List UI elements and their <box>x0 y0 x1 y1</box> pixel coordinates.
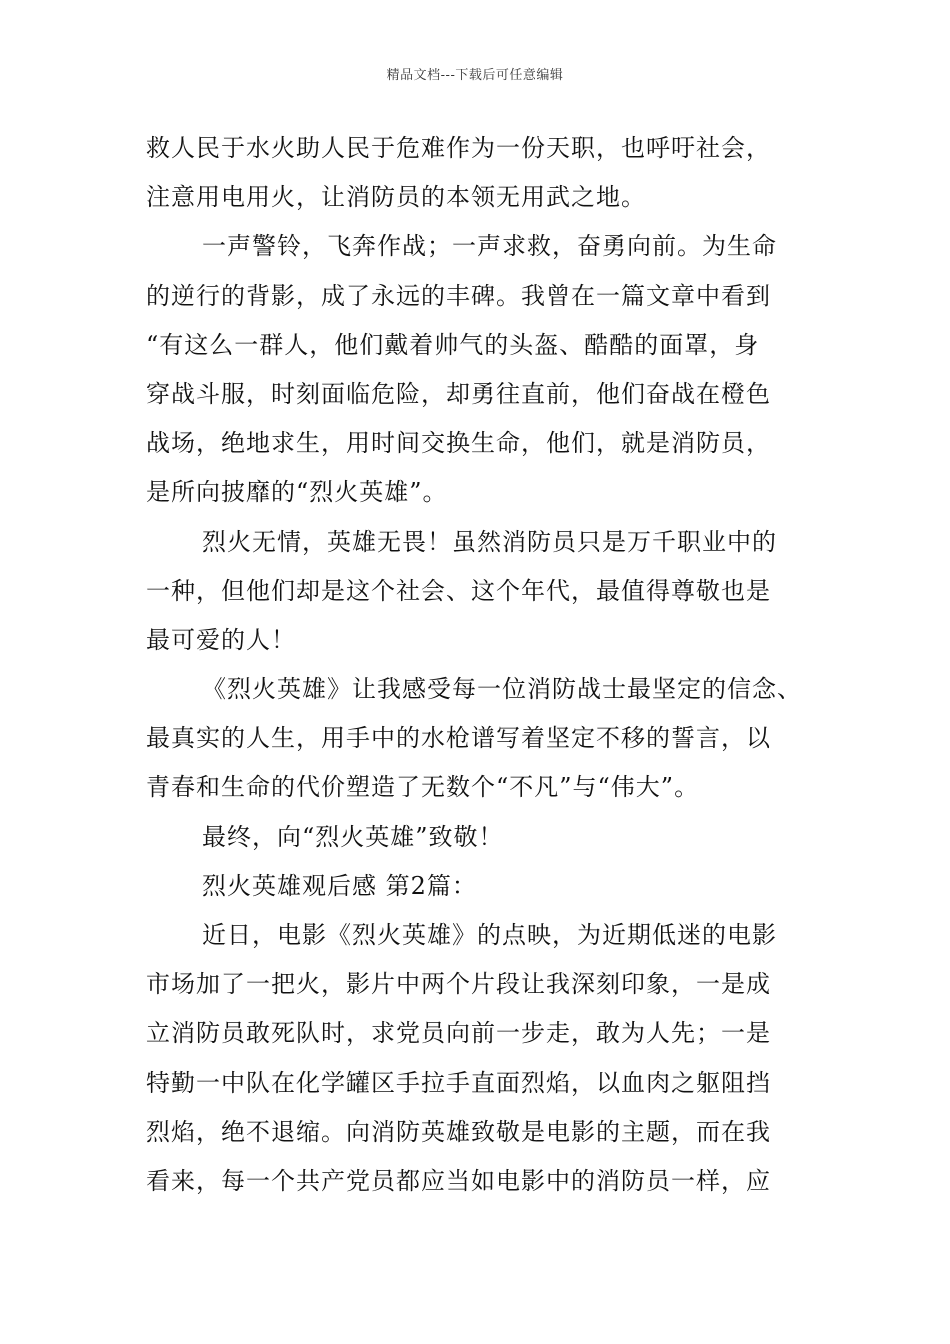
text-line: 烈火无情，英雄无畏！虽然消防员只是万千职业中的 <box>202 527 777 556</box>
text-line: 《烈火英雄》让我感受每一位消防战士最坚定的信念、 <box>202 675 802 704</box>
text-line: 一种，但他们却是这个社会、这个年代，最值得尊敬也是 <box>146 576 771 605</box>
text-line: 特勤一中队在化学罐区手拉手直面烈焰，以血肉之躯阻挡 <box>146 1068 771 1097</box>
text-line: 穿战斗服，时刻面临危险，却勇往直前，他们奋战在橙色 <box>146 379 771 408</box>
text-line: 近日，电影《烈火英雄》的点映，为近期低迷的电影 <box>202 921 777 949</box>
text-line: 烈火英雄观后感 第2篇： <box>202 871 477 900</box>
text-line: 市场加了一把火，影片中两个片段让我深刻印象，一是成 <box>146 970 771 999</box>
text-line: 最终，向“烈火英雄”致敬！ <box>202 822 504 851</box>
page-header: 精品文档---下载后可任意编辑 <box>386 68 564 83</box>
text-line: 注意用电用火，让消防员的本领无用武之地。 <box>146 183 646 212</box>
text-line: 一声警铃，飞奔作战；一声求救，奋勇向前。为生命 <box>202 232 777 261</box>
text-line: 青春和生命的代价塑造了无数个“不凡”与“伟大”。 <box>146 773 700 802</box>
text-line: 救人民于水火助人民于危难作为一份天职，也呼吁社会， <box>146 134 771 162</box>
text-line: 最可爱的人！ <box>146 625 296 654</box>
text-line: 立消防员敢死队时，求党员向前一步走，敢为人先；一是 <box>146 1019 771 1048</box>
text-line: 战场，绝地求生，用时间交换生命，他们，就是消防员， <box>146 429 771 458</box>
document-body <box>146 124 826 1206</box>
text-line: 最真实的人生，用手中的水枪谱写着坚定不移的誓言，以 <box>146 724 771 753</box>
text-line: 的逆行的背影，成了永远的丰碑。我曾在一篇文章中看到 <box>146 281 771 310</box>
text-line: “有这么一群人，他们戴着帅气的头盔、酷酷的面罩，身 <box>146 330 760 359</box>
text-line: 是所向披靡的“烈火英雄”。 <box>146 478 448 507</box>
text-line: 看来，每一个共产党员都应当如电影中的消防员一样，应 <box>146 1166 771 1195</box>
text-line: 烈焰，绝不退缩。向消防英雄致敬是电影的主题，而在我 <box>146 1117 771 1146</box>
